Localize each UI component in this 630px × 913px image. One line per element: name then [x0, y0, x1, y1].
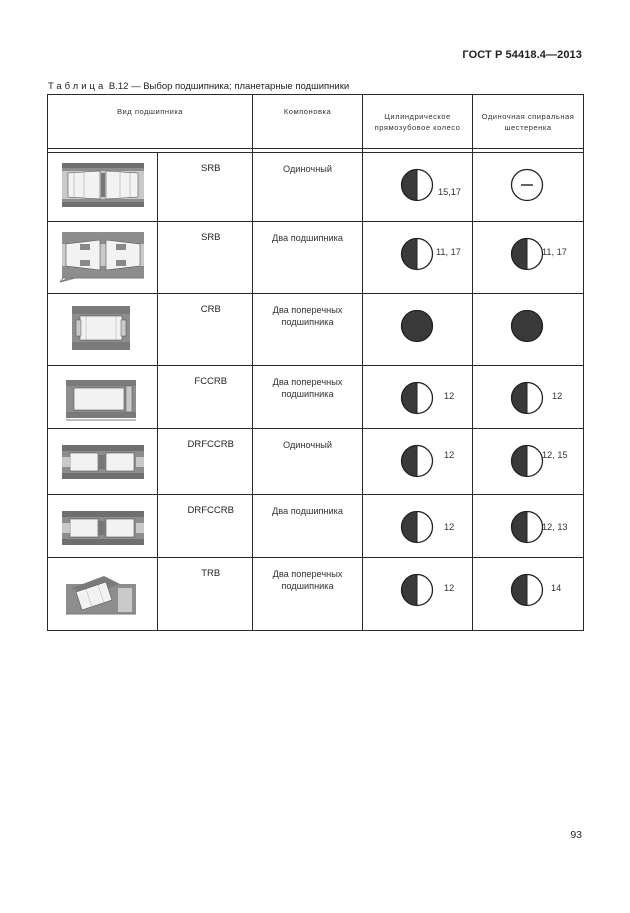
bearing-type: TRB [201, 568, 221, 579]
spur-gear-cell [363, 366, 473, 429]
bearing-drawing-cell [48, 294, 158, 366]
table-row [48, 366, 584, 429]
spur-note: 15,17 [438, 187, 461, 197]
spur-gear-cell [363, 294, 473, 366]
bearing-drawing-cell [48, 429, 158, 495]
spur-note: 12 [444, 391, 455, 401]
half-circle-symbol-icon [510, 573, 544, 607]
table-row [48, 558, 584, 631]
bearing-drawing-cell [48, 366, 158, 429]
bearing-type-cell [158, 222, 253, 294]
bearing-type-cell [158, 495, 253, 558]
table-caption-title: В.12 — Выбор подшипника; планетарные подшипники [106, 81, 350, 92]
half-circle-symbol-icon [400, 573, 434, 607]
helical-gear-cell [473, 429, 584, 495]
layout-cell: Одиночный [253, 429, 363, 495]
table-row [48, 222, 584, 294]
table-caption [48, 81, 349, 92]
bearing-type: SRB [200, 163, 221, 174]
spur-note: 12 [444, 450, 455, 460]
bearing-type: DRFCCRB [187, 439, 234, 450]
helical-note: 14 [551, 583, 562, 593]
half-circle-symbol-icon [400, 381, 434, 415]
layout-cell: Два подшипника [253, 222, 363, 294]
bearing-type-cell [158, 429, 253, 495]
helical-note: 12, 13 [542, 522, 568, 532]
double-row-fccrb-pair-icon [48, 503, 158, 557]
helical-gear-cell [473, 153, 584, 222]
bearing-type: DRFCCRB [187, 505, 234, 516]
spherical-roller-bearing-pair-icon [48, 230, 158, 284]
helical-note: 12 [552, 391, 563, 401]
spur-gear-cell [363, 495, 473, 558]
table-row [48, 294, 584, 366]
helical-gear-cell [473, 366, 584, 429]
double-row-fccrb-single-icon [48, 437, 158, 491]
half-circle-symbol-icon [400, 444, 434, 478]
bearing-table [47, 94, 584, 631]
spur-gear-cell [363, 429, 473, 495]
bearing-type-cell [158, 153, 253, 222]
layout-cell: Два поперечных подшипника [253, 294, 363, 366]
spur-note: 12 [444, 522, 455, 532]
document-code: ГОСТ Р 54418.4—2013 [462, 49, 582, 61]
full-circle-symbol-icon [510, 309, 544, 343]
minus-circle-symbol-icon [510, 168, 544, 202]
bearing-type: SRB [200, 232, 221, 243]
table-header-row [48, 95, 584, 149]
bearing-type: CRB [200, 304, 221, 315]
spherical-roller-bearing-single-icon [48, 161, 158, 215]
bearing-type-cell [158, 366, 253, 429]
col-header-spur: Цилиндрическое прямозубовое колесо [363, 95, 473, 149]
cylindrical-roller-bearing-icon [48, 302, 158, 356]
half-circle-symbol-icon [510, 510, 544, 544]
layout-cell: Два поперечных подшипника [253, 558, 363, 631]
full-complement-cylindrical-roller-bearing-icon [48, 374, 158, 428]
layout-cell: Два подшипника [253, 495, 363, 558]
spur-gear-cell [363, 222, 473, 294]
bearing-drawing-cell [48, 495, 158, 558]
spur-note: 12 [444, 583, 455, 593]
half-circle-symbol-icon [400, 510, 434, 544]
layout-cell: Одиночный [253, 153, 363, 222]
table-row [48, 429, 584, 495]
helical-note: 11, 17 [542, 247, 567, 257]
tapered-roller-bearing-icon [48, 566, 158, 620]
bearing-type: FCCRB [194, 376, 228, 387]
bearing-drawing-cell [48, 153, 158, 222]
helical-note: 12, 15 [542, 450, 568, 460]
half-circle-symbol-icon [510, 444, 544, 478]
bearing-type-cell [158, 294, 253, 366]
half-circle-symbol-icon [510, 381, 544, 415]
half-circle-symbol-icon [510, 237, 544, 271]
helical-gear-cell [473, 294, 584, 366]
page-number: 93 [570, 829, 582, 841]
half-circle-symbol-icon [400, 168, 434, 202]
layout-cell: Два поперечных подшипника [253, 366, 363, 429]
col-header-helical: Одиночная спиральная шестеренка [473, 95, 584, 149]
half-circle-symbol-icon [400, 237, 434, 271]
table-caption-word: Таблица [48, 81, 107, 92]
helical-gear-cell [473, 222, 584, 294]
col-header-type: Вид подшипника [48, 95, 253, 149]
bearing-type-cell [158, 558, 253, 631]
spur-note: 11, 17 [436, 247, 461, 257]
helical-gear-cell [473, 558, 584, 631]
full-circle-symbol-icon [400, 309, 434, 343]
col-header-layout: Компоновка [253, 95, 363, 149]
table-row [48, 495, 584, 558]
bearing-drawing-cell [48, 558, 158, 631]
spur-gear-cell [363, 558, 473, 631]
bearing-drawing-cell [48, 222, 158, 294]
table-row [48, 153, 584, 222]
